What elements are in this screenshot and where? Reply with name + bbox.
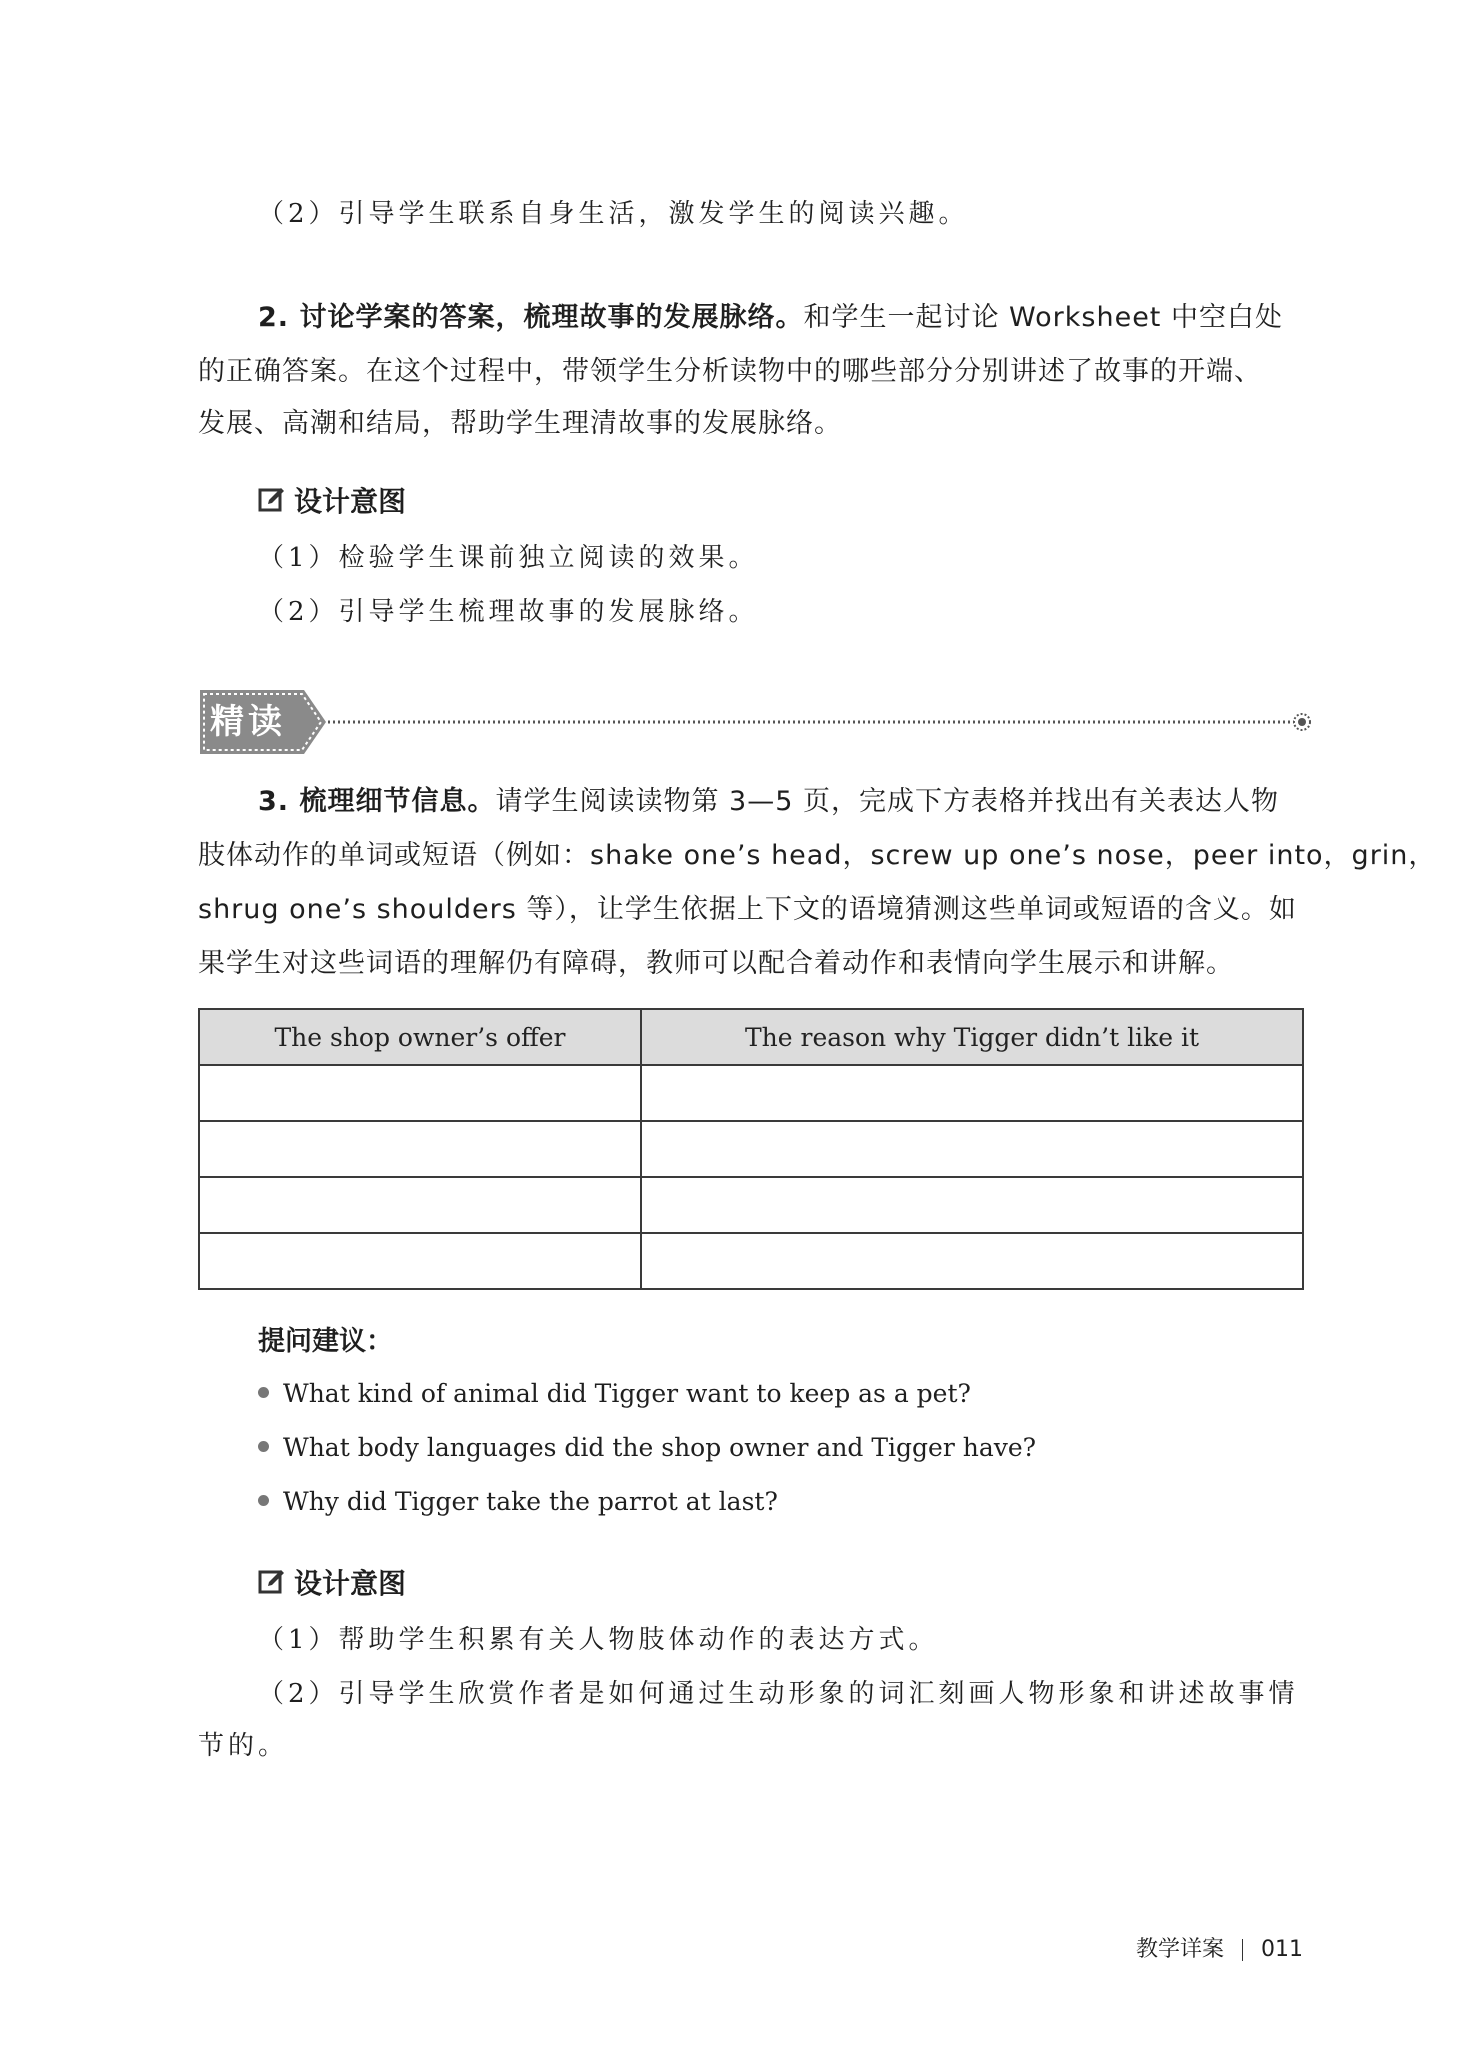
table-cell [641,1177,1303,1233]
questions-title: 提问建议： [258,1326,393,1357]
table-cell [199,1233,641,1289]
paragraph-step-2-line-1 [258,298,1283,338]
table-cell [199,1121,641,1177]
paragraph-step-3-line-2: 肢体动作的单词或短语（例如：shake one’s head，screw up one’s nose，peer into，grin， [198,840,1437,871]
question-text: What body languages did the shop owner and Tigger have? [283,1433,1037,1462]
bullet-dot-icon [258,1495,269,1506]
footer-divider [1242,1939,1243,1961]
table-row [199,1233,1303,1289]
paragraph-goal-2: （2）引导学生联系自身生活，激发学生的阅读兴趣。 [258,199,969,229]
offer-reason-table [198,1008,1304,1290]
table-row [199,1121,1303,1177]
design-intent-title-1: 设计意图 [294,485,407,518]
table-cell [641,1121,1303,1177]
table-cell [199,1065,641,1121]
design-intent-2-item-1: （1）帮助学生积累有关人物肢体动作的表达方式。 [258,1625,939,1655]
table-cell [641,1065,1303,1121]
bullet-dot-icon [258,1387,269,1398]
design-intent-heading-2 [258,1562,406,1602]
design-intent-1-item-1: （1）检验学生课前独立阅读的效果。 [258,543,759,573]
question-text: Why did Tigger take the parrot at last? [283,1487,778,1516]
paragraph-step-2-line-2: 的正确答案。在这个过程中，带领学生分析读物中的哪些部分分别讲述了故事的开端、 [198,356,1262,387]
table-cell [641,1233,1303,1289]
question-item [258,1428,1036,1468]
pencil-edit-icon [258,1568,286,1596]
page-footer [1136,1930,1303,1970]
banner-label: 精读 [210,702,286,742]
bullet-dot-icon [258,1441,269,1452]
question-text: What kind of animal did Tigger want to keep as a pet? [283,1379,971,1408]
question-item [258,1482,778,1522]
design-intent-heading-1 [258,480,406,520]
design-intent-2-item-2-cont: 节的。 [198,1731,289,1761]
paragraph-step-2-line-3: 发展、高潮和结局，帮助学生理清故事的发展脉络。 [198,408,842,439]
banner-graphic [196,684,1318,760]
step-3-line-1-rest: 请学生阅读读物第 3—5 页，完成下方表格并找出有关表达人物 [495,786,1279,817]
section-banner [196,684,1318,760]
table-row [199,1065,1303,1121]
step-2-lead: 2. 讨论学案的答案，梳理故事的发展脉络。 [258,302,804,333]
question-item [258,1374,971,1414]
paragraph-step-3-line-4: 果学生对这些词语的理解仍有障碍，教师可以配合着动作和表情向学生展示和讲解。 [198,948,1234,979]
design-intent-1-item-2: （2）引导学生梳理故事的发展脉络。 [258,597,759,627]
table-header-reason: The reason why Tigger didn’t like it [641,1009,1303,1065]
step-3-lead: 3. 梳理细节信息。 [258,786,496,817]
design-intent-2-item-2: （2）引导学生欣赏作者是如何通过生动形象的词汇刻画人物形象和讲述故事情 [258,1679,1299,1709]
footer-label: 教学详案 [1135,1937,1224,1962]
table-row [199,1177,1303,1233]
page-number: 011 [1261,1937,1303,1962]
table-header-offer: The shop owner’s offer [199,1009,641,1065]
paragraph-step-3-line-3: shrug one’s shoulders 等），让学生依据上下文的语境猜测这些单词或短语的含义。如 [198,894,1297,925]
design-intent-title-2: 设计意图 [294,1567,407,1600]
step-2-line-1-rest: 和学生一起讨论 Worksheet 中空白处 [803,302,1283,333]
table-cell [199,1177,641,1233]
table-header-row [199,1009,1303,1065]
pencil-edit-icon [258,486,286,514]
paragraph-step-3-line-1 [258,782,1279,822]
